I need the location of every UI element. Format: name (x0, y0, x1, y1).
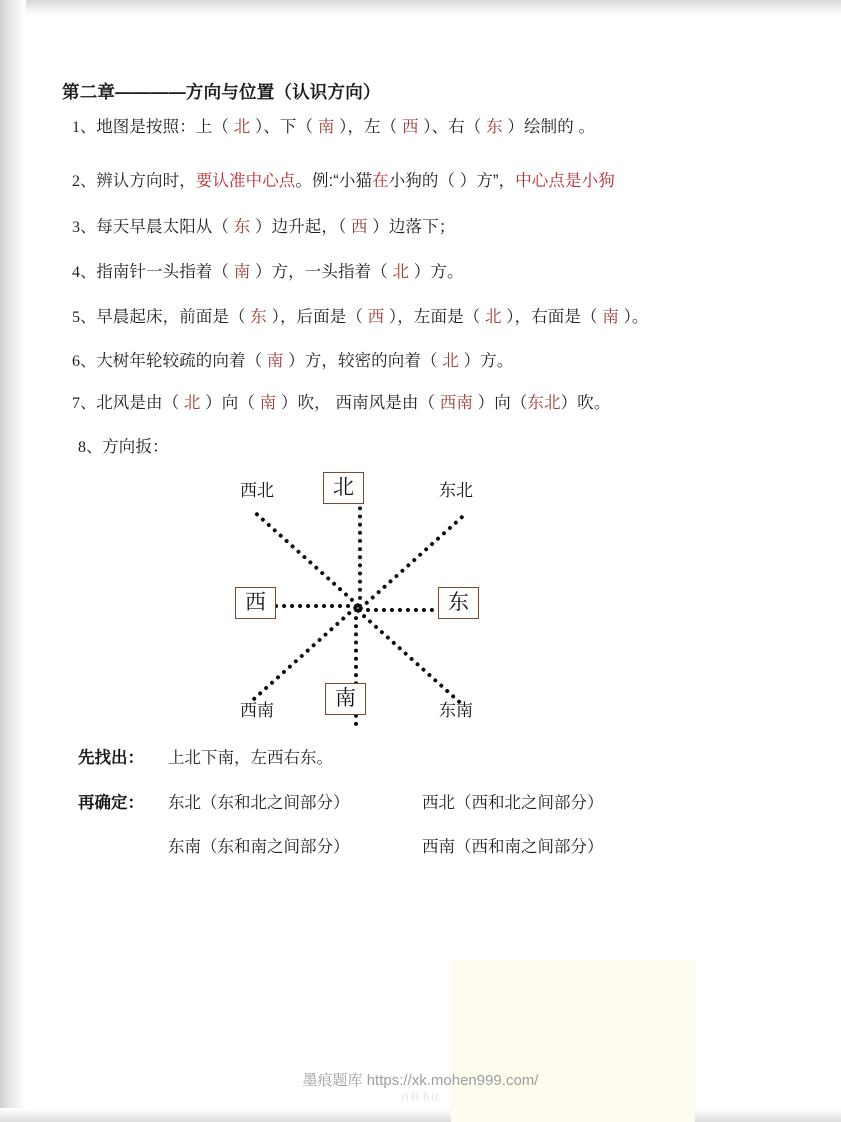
answer-text: 西 (367, 308, 385, 326)
question-text: 早晨起床，前面是（ (96, 308, 251, 326)
compass-label-northwest: 西北 (240, 481, 274, 500)
summary-value-first: 上北下南，左西右东。 (168, 749, 333, 767)
answer-text: 东北 (527, 394, 561, 412)
compass-label-west: 西 (235, 587, 276, 619)
question-text: ）、下（ (250, 118, 318, 136)
question-number: 6、 (72, 353, 97, 370)
question-text: 方向扳： (102, 438, 169, 456)
compass-ray-north (358, 490, 362, 608)
question-line-8 (78, 433, 169, 457)
question-number: 3、 (72, 219, 97, 236)
answer-text: 南 (266, 352, 284, 370)
answer-text: 北 (183, 394, 201, 412)
question-text: ）、右（ (418, 118, 487, 136)
question-line-7 (72, 389, 610, 413)
question-line-3 (72, 213, 455, 237)
summary-row2-left: 东南（东和南之间部分） (168, 838, 350, 856)
question-number: 2、 (72, 173, 97, 190)
watermark-text: 墨痕题库 https://xk.mohen999.com/ (302, 1072, 539, 1089)
compass-label-north: 北 (323, 472, 364, 504)
question-text: 辨认方向时， (96, 172, 196, 190)
question-text: ）方，较密的向着（ (283, 352, 443, 370)
answer-text: 南 (317, 118, 335, 136)
question-text: ），后面是（ (266, 308, 368, 326)
question-text: 。例:“小猫 (295, 172, 373, 190)
watermark-subtext: 百科书社 (400, 1092, 441, 1102)
question-line-6 (72, 347, 513, 371)
answer-text: 西 (351, 218, 368, 236)
question-text: ）绘制的 。 (502, 118, 596, 136)
question-text: ）。 (618, 308, 649, 326)
answer-text: 东 (233, 218, 251, 236)
question-line-1 (72, 113, 595, 137)
question-text: ）方。 (458, 352, 514, 370)
question-text: ），左（ (334, 118, 402, 136)
question-text: ）吹， 西南风是由（ (276, 394, 440, 412)
question-number: 7、 (72, 395, 97, 412)
question-text: 小狗的（ ）方”， (388, 172, 516, 190)
compass-label-southwest: 西南 (240, 701, 274, 720)
answer-text: 北 (233, 118, 251, 136)
summary-label-first: 先找出： (78, 749, 144, 767)
answer-text: 南 (233, 263, 251, 281)
answer-text: 西南 (439, 394, 473, 412)
answer-text: 东 (486, 118, 503, 136)
highlighted-text: 在 (372, 172, 389, 190)
compass-ray-west (274, 604, 358, 608)
answer-text: 东 (250, 308, 267, 326)
highlighted-text: 中心点是小狗 (515, 172, 615, 190)
compass-label-northeast: 东北 (439, 481, 473, 500)
compass-ray-east (358, 608, 442, 612)
question-number: 1、 (72, 119, 97, 136)
question-text: ）向（ (472, 394, 528, 412)
answer-text: 南 (602, 308, 619, 326)
highlighted-text: 要认准中心点 (195, 172, 296, 190)
summary-label-second: 再确定： (78, 794, 144, 812)
page-title: 第二章————方向与位置（认识方向） (62, 82, 381, 102)
compass-diagram (215, 468, 505, 736)
question-text: ）方，一头指着（ (250, 263, 393, 281)
compass-ray-southeast (355, 608, 462, 705)
summary-row1-right: 西北（西和北之间部分） (422, 794, 604, 812)
question-text: ）吹。 (560, 394, 611, 412)
compass-label-southeast: 东南 (439, 701, 473, 720)
question-text: 指南针一头指着（ (96, 263, 234, 281)
question-text: ），右面是（ (501, 308, 603, 326)
answer-text: 北 (442, 352, 459, 370)
question-text: ）边落下； (367, 218, 456, 236)
question-text: 大树年轮较疏的向着（ (96, 352, 267, 370)
question-line-2 (72, 167, 615, 191)
question-number: 5、 (72, 309, 97, 326)
question-text: 每天早晨太阳从（ (96, 218, 234, 236)
question-number: 8、 (78, 439, 103, 456)
question-text: 地图是按照：上（ (96, 118, 234, 136)
answer-text: 南 (259, 394, 277, 412)
question-number: 4、 (72, 264, 97, 281)
compass-label-east: 东 (438, 587, 479, 619)
summary-row1-left: 东北（东和北之间部分） (168, 794, 350, 812)
compass-label-south: 南 (325, 683, 366, 715)
question-line-5 (72, 303, 649, 327)
question-text: ）向（ (200, 394, 260, 412)
question-text: 北风是由（ (96, 394, 184, 412)
question-text: ），左面是（ (384, 308, 485, 326)
question-text: ）边升起，（ (250, 218, 352, 236)
question-text: ）方。 (409, 263, 464, 281)
answer-text: 北 (392, 263, 410, 281)
answer-text: 北 (484, 308, 502, 326)
summary-row2-right: 西南（西和南之间部分） (422, 838, 604, 856)
answer-text: 西 (401, 118, 419, 136)
question-line-4 (72, 258, 464, 282)
